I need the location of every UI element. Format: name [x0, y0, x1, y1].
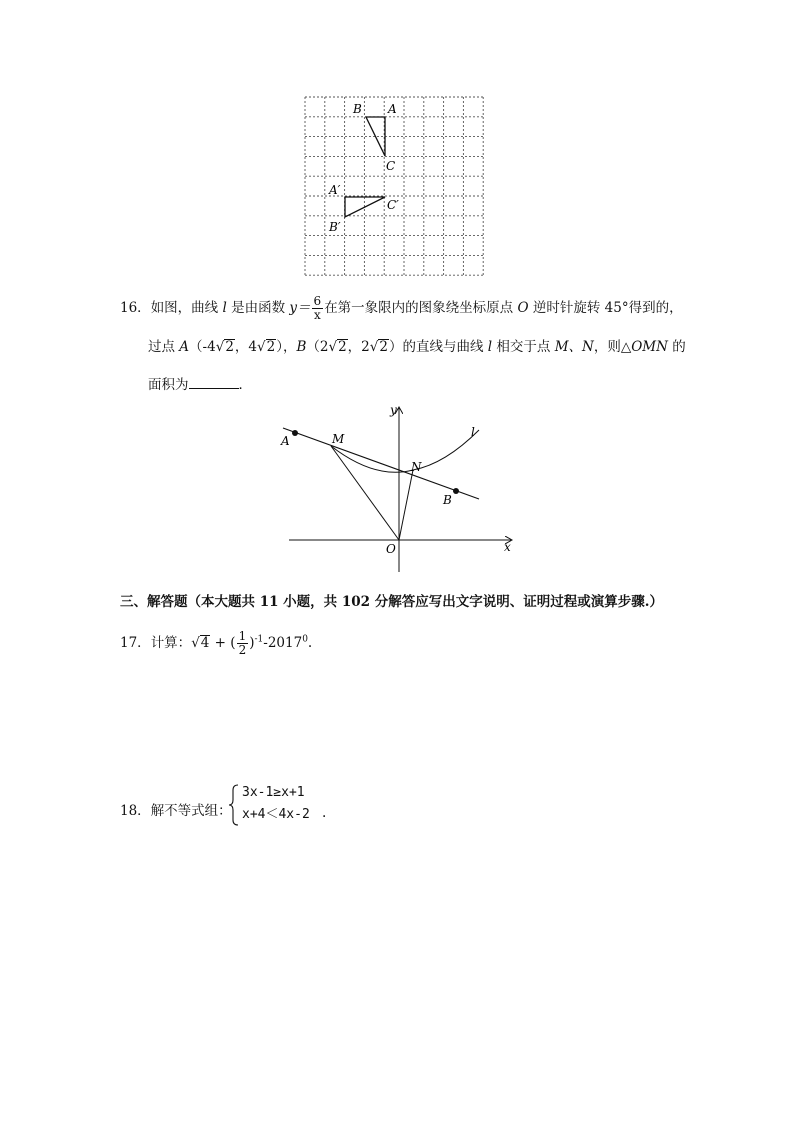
sqrt-2: √2: [369, 339, 388, 355]
label-b: B: [443, 493, 452, 507]
label-y: y: [390, 403, 397, 417]
label-m: M: [332, 432, 345, 446]
brace-icon: [228, 784, 240, 826]
label-c: C: [386, 159, 396, 173]
label-b-prime: B′: [329, 220, 341, 234]
label-a: A: [281, 434, 290, 448]
line-ab: [283, 428, 479, 499]
q16-line2: 过点 A（-4√2，4√2），B（2√2，2√2）的直线与曲线 l 相交于点 M、N，则△OMN 的: [148, 339, 686, 355]
label-x: x: [504, 540, 511, 554]
q18-ineq2: x+4＜4x-2: [242, 807, 310, 822]
label-c-prime: C′: [387, 198, 399, 212]
curve-l: [331, 430, 479, 472]
q17: 17．计算：√4 + ( $\frac{1}{2}$ )$^{-1}$-2017$^0$.: [120, 629, 313, 657]
point-a: [292, 430, 298, 436]
segment-om: [331, 446, 399, 540]
grid-figure: [300, 93, 490, 279]
sqrt-2: √2: [328, 339, 347, 355]
q16-line3: 面积为 ．: [148, 374, 252, 394]
q16-number: 16．: [120, 300, 151, 316]
q18-prefix: 18．解不等式组：: [120, 803, 232, 819]
q18-end: .: [322, 805, 327, 821]
q16-line1: 16．如图，曲线 l 是由函数 y＝ $\frac{6}{x}$ 在第一象限内的图象绕坐标原点 O 逆时针旋转 45°得到的，: [120, 294, 683, 322]
q17-number: 17．: [120, 635, 151, 651]
triangle-a-b-c-prime: [345, 197, 385, 217]
sqrt-2: √2: [257, 339, 276, 355]
label-n: N: [411, 460, 422, 474]
fraction-1-over-2: $\frac{1}{2}$: [238, 629, 247, 657]
sqrt-4: √4: [191, 635, 210, 651]
label-l: l: [471, 425, 475, 439]
label-a: A: [388, 102, 397, 116]
q18-ineq1: 3x-1≥x+1: [242, 785, 305, 800]
segment-on: [399, 470, 413, 540]
point-b: [453, 488, 459, 494]
section-heading: 三、解答题（本大题共 11 小题，共 102 分解答应写出文字说明、证明过程或演算步骤.）: [120, 594, 663, 610]
sqrt-2: √2: [215, 339, 234, 355]
q18-number: 18．: [120, 803, 151, 819]
label-a-prime: A′: [329, 183, 341, 197]
label-o: O: [386, 542, 396, 556]
fraction-6-over-x: $\frac{6}{x}$: [313, 294, 322, 322]
coordinate-figure: [275, 400, 525, 578]
label-b: B: [353, 102, 362, 116]
answer-blank: [189, 374, 239, 389]
